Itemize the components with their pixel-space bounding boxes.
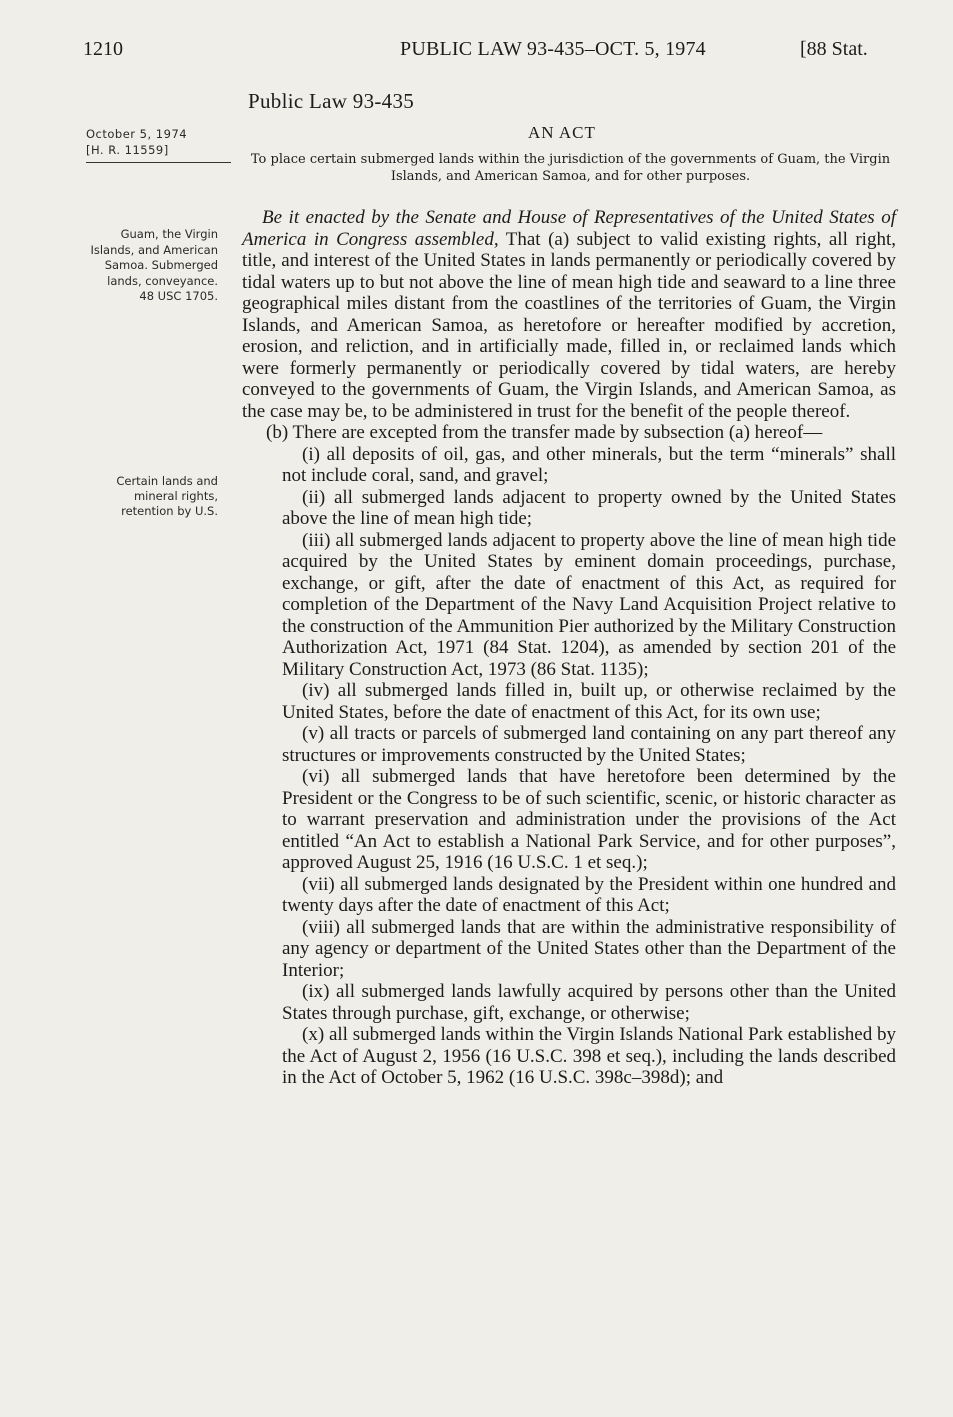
list-item: (iii) all submerged lands adjacent to property above the line of mean high tide acquired by the United States by eminent domain proceedings, purchase, exchange, or gift, after the date of enactment of this Act, as required for completion of the Department of the Navy Land Acquisition Project relative to the construction of the Ammunition Pier authorized by the Military Construction Authorization Act, 1971 (84 Stat. 1204), as amended by section 201 of the Military Construction Act, 1973 (86 Stat. 1135); (282, 529, 896, 680)
list-item: (vii) all submerged lands designated by the President within one hundred and twenty days after the date of enactment of this Act; (282, 873, 896, 916)
sidenote-divider (86, 162, 231, 163)
list-item: (ix) all submerged lands lawfully acquired by persons other than the United States through purchase, gift, exchange, or otherwise; (282, 981, 896, 1024)
enacting-clause-italic: Be it enacted by the Senate and House of Representatives of the United States of America in Congress assembled, (242, 207, 896, 250)
act-body (242, 207, 896, 1089)
sidenote-guam-text: Guam, the Virgin Islands, and American Samoa. Submerged lands, conveyance. (90, 227, 218, 288)
list-item: (i) all deposits of oil, gas, and other minerals, but the term “minerals” shall not include coral, sand, and gravel; (282, 443, 896, 486)
running-head: PUBLIC LAW 93-435–OCT. 5, 1974 (400, 38, 706, 60)
law-number-title: Public Law 93-435 (248, 89, 415, 113)
list-item: (viii) all submerged lands that are within the administrative responsibility of any agency or department of the United States other than the Department of the Interior; (282, 916, 896, 981)
list-item: (x) all submerged lands within the Virgin Islands National Park established by the Act of August 2, 1956 (16 U.S.C. 398 et seq.), including the lands described in the Act of October 5, 1962 (16 U.S.C. 398c–398d); and (282, 1024, 896, 1088)
enacting-clause (242, 207, 896, 422)
sidenote-bill-number: [H. R. 11559] (86, 143, 169, 157)
page-header (0, 38, 953, 66)
an-act-label: AN ACT (528, 123, 596, 142)
sidenote-usc: 48 USC 1705. (139, 289, 218, 303)
act-purpose: To place certain submerged lands within the jurisdiction of the governments of Guam, the Virgin Islands, and American Samoa, and for other purposes. (250, 152, 891, 184)
sidenote-date (86, 126, 222, 158)
sidenote-date-text: October 5, 1974 (86, 127, 188, 141)
sidenote-guam (86, 227, 218, 305)
sidenote-certain-lands: Certain lands and mineral rights, retention by U.S. (116, 474, 218, 518)
subsection-b: (b) There are excepted from the transfer made by subsection (a) hereof— (266, 422, 823, 443)
list-item: (v) all tracts or parcels of submerged land containing on any part thereof any structures or improvements constructed by the United States; (282, 723, 896, 766)
page-number: 1210 (83, 38, 123, 60)
list-item: (ii) all submerged lands adjacent to property owned by the United States above the line of mean high tide; (282, 486, 896, 529)
enacting-clause-text: That (a) subject to valid existing rights, all right, title, and interest of the United States in lands permanently or periodically covered by tidal waters up to but not above the line of mean high tide and seaward to a line three geographical miles distant from the coastlines of the territories of Guam, the Virgin Islands, and American Samoa, as heretofore or hereafter modified by accretion, erosion, and reliction, and in artificially made, filled in, or reclaimed lands which were formerly permanently or periodically covered by tidal waters, are hereby conveyed to the governments of Guam, the Virgin Islands, and American Samoa, as the case may be, to be administered in trust for the benefit of the people thereof. (242, 228, 896, 422)
list-item: (vi) all submerged lands that have heretofore been determined by the President or the Congress to be of such scientific, scenic, or historic character as to warrant preservation and administration under the provisions of the Act entitled “An Act to establish a National Park Service, and for other purposes”, approved August 25, 1916 (16 U.S.C. 1 et seq.); (282, 766, 896, 873)
list-item: (iv) all submerged lands filled in, built up, or otherwise reclaimed by the United States, before the date of enactment of this Act, for its own use; (282, 680, 896, 723)
volume-reference: [88 Stat. (800, 38, 868, 60)
